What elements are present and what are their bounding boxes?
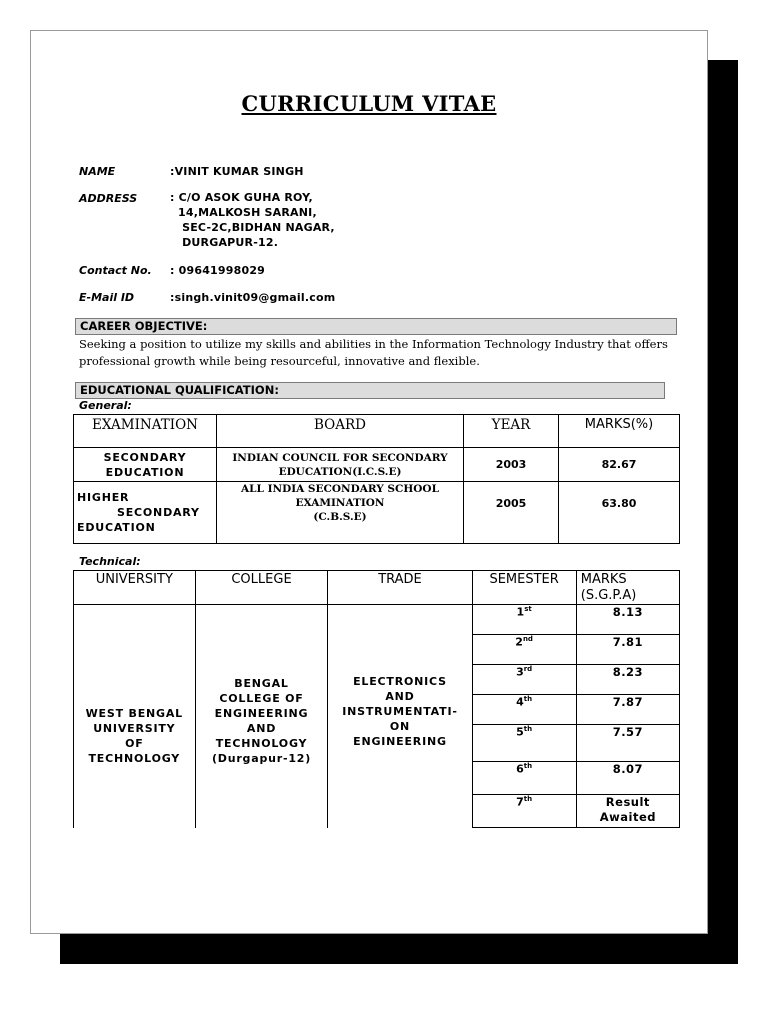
contact-label: Contact No.	[79, 264, 152, 277]
general-education-table	[73, 414, 680, 544]
header-examination: EXAMINATION	[74, 415, 217, 448]
semester-suffix: st	[524, 605, 532, 613]
trade-line: ENGINEERING	[353, 734, 447, 748]
semester-cell	[472, 762, 576, 795]
exam-line: SECONDARY	[117, 506, 200, 519]
address-line: SEC-2C,BIDHAN NAGAR,	[170, 221, 335, 234]
name-label: NAME	[79, 165, 116, 178]
header-sgpa-line: (S.G.P.A)	[580, 588, 637, 603]
semester-number: 3	[516, 665, 524, 679]
name-value: :VINIT KUMAR SINGH	[170, 165, 304, 178]
exam-line: HIGHER	[77, 491, 130, 504]
board-line: EXAMINATION	[295, 497, 385, 509]
email-label: E-Mail ID	[79, 291, 135, 304]
semester-suffix: rd	[523, 665, 533, 673]
header-college: COLLEGE	[195, 571, 328, 605]
college-line: ENGINEERING	[214, 707, 309, 721]
technical-education-table	[73, 570, 680, 828]
semester-number: 2	[515, 635, 523, 649]
year-cell: 2003	[464, 448, 559, 482]
semester-number: 6	[516, 762, 524, 776]
year-cell: 2005	[464, 482, 559, 544]
semester-suffix: nd	[522, 635, 533, 643]
college-line: COLLEGE OF	[219, 692, 304, 706]
exam-cell	[74, 482, 217, 544]
college-line: TECHNOLOGY	[215, 737, 308, 751]
semester-number: 4	[516, 695, 524, 709]
education-heading: EDUCATIONAL QUALIFICATION:	[75, 382, 665, 399]
board-line: (C.B.S.E)	[313, 511, 367, 523]
header-marks-line: MARKS	[580, 572, 627, 587]
sgpa-cell: 7.57	[576, 725, 679, 762]
sgpa-cell: 7.87	[576, 695, 679, 725]
board-cell	[217, 448, 464, 482]
semester-cell	[472, 725, 576, 762]
career-objective-text: Seeking a position to utilize my skills and abilities in the Information Technology Industry that offers professional growth while being resourceful, innovative and flexible.	[79, 337, 668, 368]
university-line: TECHNOLOGY	[88, 752, 181, 766]
document-title: CURRICULUM VITAE	[241, 91, 497, 116]
sgpa-cell: Result Awaited	[576, 795, 679, 828]
semester-cell	[472, 665, 576, 695]
college-line: AND	[246, 722, 277, 736]
university-line: UNIVERSITY	[93, 722, 176, 736]
address-value	[170, 190, 335, 250]
exam-line: EDUCATION	[105, 465, 185, 479]
table-row	[74, 605, 680, 635]
header-marks: MARKS(%)	[559, 415, 680, 448]
university-line: WEST BENGAL	[85, 707, 183, 721]
sgpa-cell: 8.07	[576, 762, 679, 795]
table-row	[74, 482, 680, 544]
exam-line: SECONDARY	[103, 450, 187, 464]
header-university: UNIVERSITY	[74, 571, 196, 605]
exam-cell	[74, 448, 217, 482]
header-marks-sgpa	[576, 571, 679, 605]
semester-number: 5	[516, 725, 524, 739]
trade-line: ON	[389, 719, 411, 733]
college-cell	[195, 605, 328, 828]
document-page	[30, 30, 708, 934]
address-line: DURGAPUR-12.	[170, 236, 279, 249]
sgpa-cell: 7.81	[576, 635, 679, 665]
board-line: INDIAN COUNCIL FOR SECONDARY	[232, 451, 448, 464]
trade-line: AND	[385, 689, 415, 703]
contact-value: : 09641998029	[170, 264, 266, 277]
sgpa-cell: 8.13	[576, 605, 679, 635]
sgpa-cell: 8.23	[576, 665, 679, 695]
university-cell	[74, 605, 196, 828]
marks-cell: 82.67	[559, 448, 680, 482]
semester-suffix: th	[523, 695, 533, 703]
exam-line: EDUCATION	[77, 521, 156, 534]
board-cell	[217, 482, 464, 544]
university-line: OF	[125, 737, 144, 751]
address-line: : C/O ASOK GUHA ROY,	[170, 191, 313, 204]
address-label: ADDRESS	[79, 192, 138, 205]
semester-cell	[472, 605, 576, 635]
semester-suffix: th	[523, 725, 533, 733]
semester-number: 1	[516, 605, 525, 619]
technical-label: Technical:	[79, 555, 141, 568]
board-line: ALL INDIA SECONDARY SCHOOL	[241, 483, 439, 495]
semester-cell	[472, 695, 576, 725]
marks-cell: 63.80	[559, 482, 680, 544]
header-trade: TRADE	[328, 571, 472, 605]
semester-cell	[472, 795, 576, 828]
general-label: General:	[79, 399, 132, 412]
header-board: BOARD	[217, 415, 464, 448]
header-year: YEAR	[464, 415, 559, 448]
email-value: :singh.vinit09@gmail.com	[170, 291, 336, 304]
college-line: (Durgapur-12)	[211, 752, 312, 766]
table-row	[74, 448, 680, 482]
trade-line: INSTRUMENTATI-	[342, 704, 458, 718]
trade-cell	[328, 605, 472, 828]
header-semester: SEMESTER	[472, 571, 576, 605]
college-line: BENGAL	[234, 677, 289, 691]
career-objective-heading: CAREER OBJECTIVE:	[75, 318, 677, 335]
trade-line: ELECTRONICS	[353, 674, 447, 688]
semester-suffix: th	[523, 795, 533, 803]
board-line: EDUCATION(I.C.S.E)	[278, 465, 402, 478]
semester-number: 7	[516, 795, 524, 809]
address-line: 14,MALKOSH SARANI,	[170, 206, 317, 219]
semester-cell	[472, 635, 576, 665]
semester-suffix: th	[523, 762, 533, 770]
